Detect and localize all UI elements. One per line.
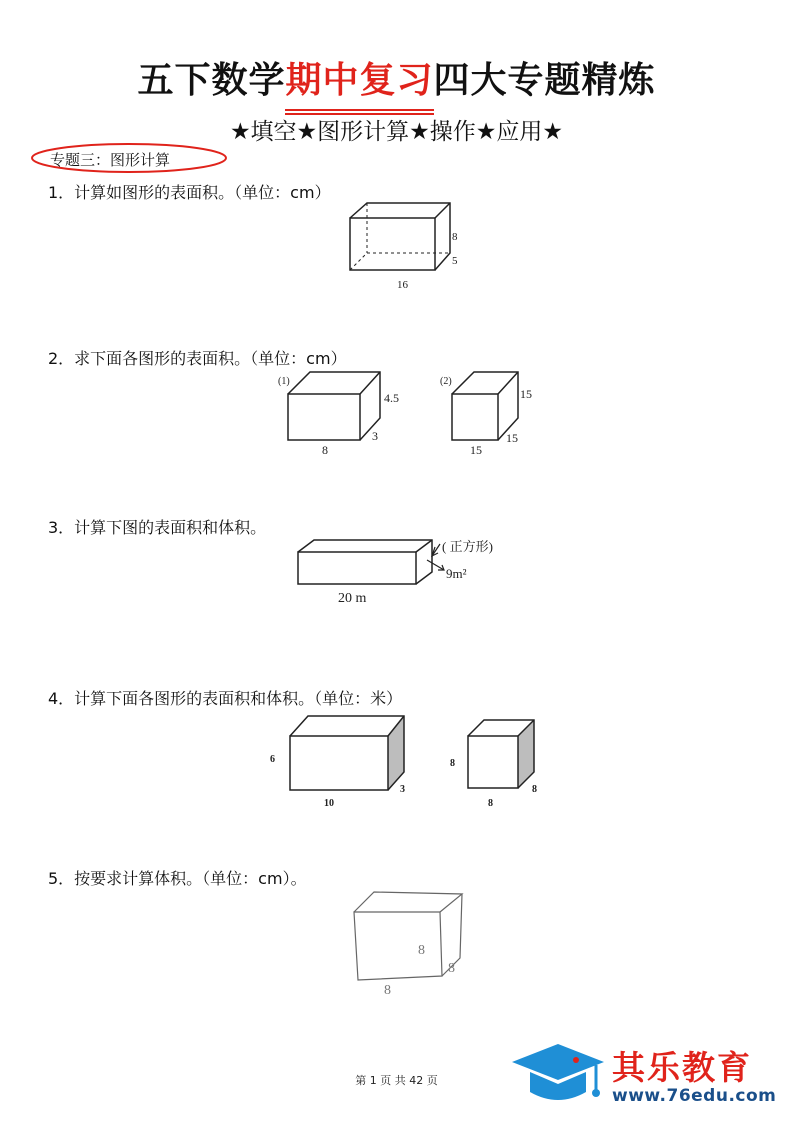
brand-url: www.76edu.com — [612, 1086, 777, 1106]
q2-fig2-height: 15 — [520, 387, 532, 401]
q4-fig1-height: 6 — [270, 754, 275, 765]
question-5-figure — [344, 888, 474, 996]
q4-fig1-depth: 3 — [400, 784, 405, 795]
q3-square-label: ( 正方形) — [442, 539, 493, 554]
question-3-figure — [292, 532, 522, 608]
section-heading: 专题三：图形计算 — [50, 151, 171, 169]
page-title — [0, 52, 793, 103]
question-1-text: 1．计算如图形的表面积。（单位：cm） — [48, 183, 331, 202]
q1-height-label: 8 — [452, 231, 458, 243]
brand-name: 其乐教育 — [612, 1048, 752, 1087]
question-5-text: 5．按要求计算体积。（单位：cm）。 — [48, 869, 307, 888]
question-4-text: 4．计算下面各图形的表面积和体积。（单位：米） — [48, 689, 403, 708]
question-3-text: 3．计算下图的表面积和体积。 — [48, 518, 267, 537]
q5-length-label: 8 — [384, 983, 391, 996]
graduation-cap-icon — [508, 1040, 608, 1116]
q4-fig2-depth: 8 — [532, 784, 537, 795]
question-4-figures — [262, 710, 552, 812]
page-subtitle: ★填空★图形计算★操作★应用★ — [229, 119, 564, 145]
q1-length-label: 16 — [397, 279, 408, 291]
title-highlight: 期中复习 — [285, 52, 433, 103]
q3-area-label: 9m² — [446, 566, 467, 581]
q2-fig1-tag: (1) — [278, 376, 290, 387]
q4-fig1-length: 10 — [324, 798, 334, 809]
q4-fig2-length: 8 — [488, 798, 493, 809]
brand-logo — [508, 1040, 788, 1116]
question-2-text: 2．求下面各图形的表面积。（单位：cm） — [48, 349, 347, 368]
page-number: 第 1 页 共 42 页 — [355, 1074, 438, 1087]
q4-fig2-height: 8 — [450, 758, 455, 769]
q2-fig2-length: 15 — [470, 443, 482, 457]
q5-depth-label: 8 — [448, 961, 455, 976]
q2-fig1-length: 8 — [322, 443, 328, 457]
q2-fig1-depth: 3 — [372, 429, 378, 443]
q2-fig1-height: 4.5 — [384, 391, 399, 405]
q5-height-label: 8 — [418, 943, 425, 958]
title-prefix: 五下数学 — [137, 60, 286, 101]
question-1-figure — [340, 198, 480, 294]
q2-fig2-tag: (2) — [440, 376, 452, 387]
q1-depth-label: 5 — [452, 255, 458, 267]
q3-length-label: 20 m — [338, 591, 367, 606]
question-2-figures — [274, 366, 544, 462]
q2-fig2-depth: 15 — [506, 431, 518, 445]
title-suffix: 四大专题精炼 — [433, 60, 656, 101]
